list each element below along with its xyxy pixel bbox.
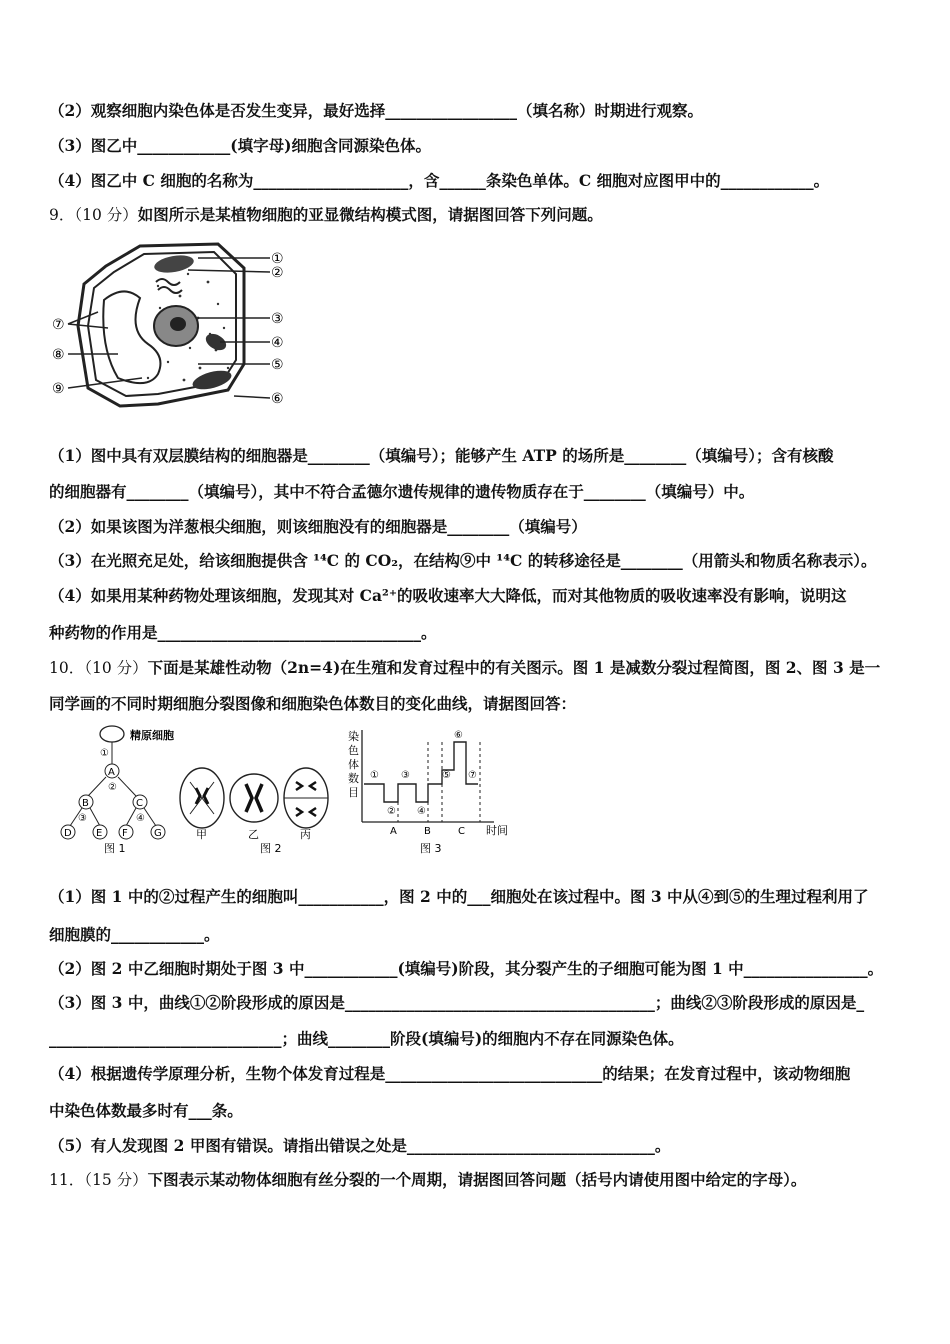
q10-part5: （5）有人发现图 2 甲图有错误。请指出错误之处是________________________________。 (49, 1136, 671, 1155)
q9-part3: （3）在光照充足处，给该细胞提供含 ¹⁴C 的 CO₂，在结构⑨中 ¹⁴C 的转移途径是________（用箭头和物质名称表示）。 (49, 551, 877, 570)
figure-2-cells (180, 768, 328, 855)
fig3-stage-4: ④ (417, 806, 426, 817)
fig3-ylabel-2: 色 (348, 744, 359, 757)
fig1-node-E: E (96, 828, 103, 839)
cell-label-7: ⑦ (52, 317, 65, 333)
fig2-label-jia: 甲 (196, 828, 207, 841)
q9-part1-line1: （1）图中具有双层膜结构的细胞器是________（填编号）；能够产生 ATP 的场所是________（填编号）；含有核酸 (49, 446, 834, 465)
q10-part3-line1: （3）图 3 中，曲线①②阶段形成的原因是________________________________________；曲线②③阶段形成的原因是_ (49, 993, 865, 1012)
fig3-caption: 图 3 (420, 842, 442, 855)
q9-number: 9．（10 分） (49, 206, 138, 224)
cell-label-5: ⑤ (271, 357, 284, 373)
cell-label-4: ④ (271, 335, 284, 351)
q10-part3-line2: ______________________________；曲线________阶段(填编号)的细胞内不存在同源染色体。 (49, 1029, 684, 1048)
fig3-stage-6: ⑥ (454, 730, 463, 741)
fig3-ylabel-4: 数 (348, 772, 359, 785)
fig2-label-bing: 丙 (300, 828, 311, 841)
fig1-node-D: D (64, 828, 72, 839)
fig1-step-4: ④ (136, 813, 145, 824)
fig3-stage-5: ⑤ (442, 770, 451, 781)
q9-part4-line2: 种药物的作用是__________________________________。 (49, 623, 437, 642)
fig1-node-F: F (122, 828, 128, 839)
fig3-ylabel-5: 目 (348, 786, 359, 799)
q10-header (49, 657, 880, 679)
q10-stem-line2: 同学画的不同时期细胞分裂图像和细胞染色体数目的变化曲线，请据图回答： (49, 694, 577, 713)
fig1-step-2: ② (108, 782, 117, 793)
fig3-tick-A: A (390, 826, 397, 837)
q10-part2: （2）图 2 中乙细胞时期处于图 3 中____________(填编号)阶段，其分裂产生的子细胞可能为图 1 中________________。 (49, 959, 884, 978)
q9-part2: （2）如果该图为洋葱根尖细胞，则该细胞没有的细胞器是________（填编号） (49, 517, 587, 536)
q11-stem: 下图表示某动物体细胞有丝分裂的一个周期，请据图回答问题（括号内请使用图中给定的字母）。 (147, 1170, 807, 1189)
cell-label-3: ③ (271, 311, 284, 327)
meiosis-figures (50, 722, 520, 856)
fig2-caption: 图 2 (260, 842, 282, 855)
q9-part1-line2: 的细胞器有________（填编号），其中不符合孟德尔遗传规律的遗传物质存在于________（填编号）中。 (49, 482, 755, 501)
fig3-stage-7: ⑦ (468, 770, 477, 781)
q10-part1-line2: 细胞膜的____________。 (49, 925, 220, 944)
plant-cell-figure (48, 238, 288, 420)
fig3-tick-C: C (458, 826, 465, 837)
q8-part4: （4）图乙中 C 细胞的名称为____________________，含______条染色单体。C 细胞对应图甲中的____________。 (49, 171, 830, 190)
q10-part4-line2: 中染色体数最多时有___条。 (49, 1101, 243, 1120)
q10-part1-line1: （1）图 1 中的②过程产生的细胞叫___________，图 2 中的___细胞处在该过程中。图 3 中从④到⑤的生理过程利用了 (49, 887, 869, 906)
fig1-node-B: B (82, 798, 89, 809)
fig3-stage-2: ② (387, 806, 396, 817)
fig3-ylabel-1: 染 (348, 730, 359, 743)
cell-label-2: ② (271, 265, 284, 281)
fig1-node-G: G (154, 828, 162, 839)
cell-label-9: ⑨ (52, 381, 65, 397)
q9-header (49, 204, 603, 226)
q11-header (49, 1169, 806, 1191)
fig3-xlabel: 时间 (486, 824, 508, 837)
fig2-label-yi: 乙 (248, 828, 259, 841)
q8-part3: （3）图乙中____________(填字母)细胞含同源染色体。 (49, 136, 431, 155)
cell-label-8: ⑧ (52, 347, 65, 363)
fig1-node-A: A (108, 767, 115, 778)
fig1-caption: 图 1 (104, 842, 126, 855)
cell-label-6: ⑥ (271, 391, 284, 407)
q9-part4-line1: （4）如果用某种药物处理该细胞，发现其对 Ca²⁺的吸收速率大大降低，而对其他物质的吸收速率没有影响，说明这 (49, 586, 847, 605)
q11-number: 11．（15 分） (49, 1171, 148, 1189)
figure-1-tree (61, 726, 174, 855)
fig1-step-1: ① (100, 748, 109, 759)
q10-part4-line1: （4）根据遗传学原理分析，生物个体发育过程是____________________________的结果；在发育过程中，该动物细胞 (49, 1064, 851, 1083)
fig3-stage-3: ③ (401, 770, 410, 781)
q8-part2: （2）观察细胞内染色体是否发生变异，最好选择_________________（填名称）时期进行观察。 (49, 101, 704, 120)
q10-stem-line1: 下面是某雄性动物（2n=4)在生殖和发育过程中的有关图示。图 1 是减数分裂过程简图，图 2、图 3 是一 (147, 658, 881, 677)
fig3-tick-B: B (424, 826, 431, 837)
fig3-stage-1: ① (370, 770, 379, 781)
fig1-title: 精原细胞 (130, 729, 174, 742)
cell-label-1: ① (271, 251, 284, 267)
figure-3-curve (348, 729, 508, 855)
q9-stem: 如图所示是某植物细胞的亚显微结构模式图，请据图回答下列问题。 (137, 205, 603, 224)
fig1-step-3: ③ (78, 813, 87, 824)
fig3-ylabel-3: 体 (348, 758, 359, 771)
q10-number: 10．（10 分） (49, 659, 148, 677)
fig1-node-C: C (136, 798, 143, 809)
